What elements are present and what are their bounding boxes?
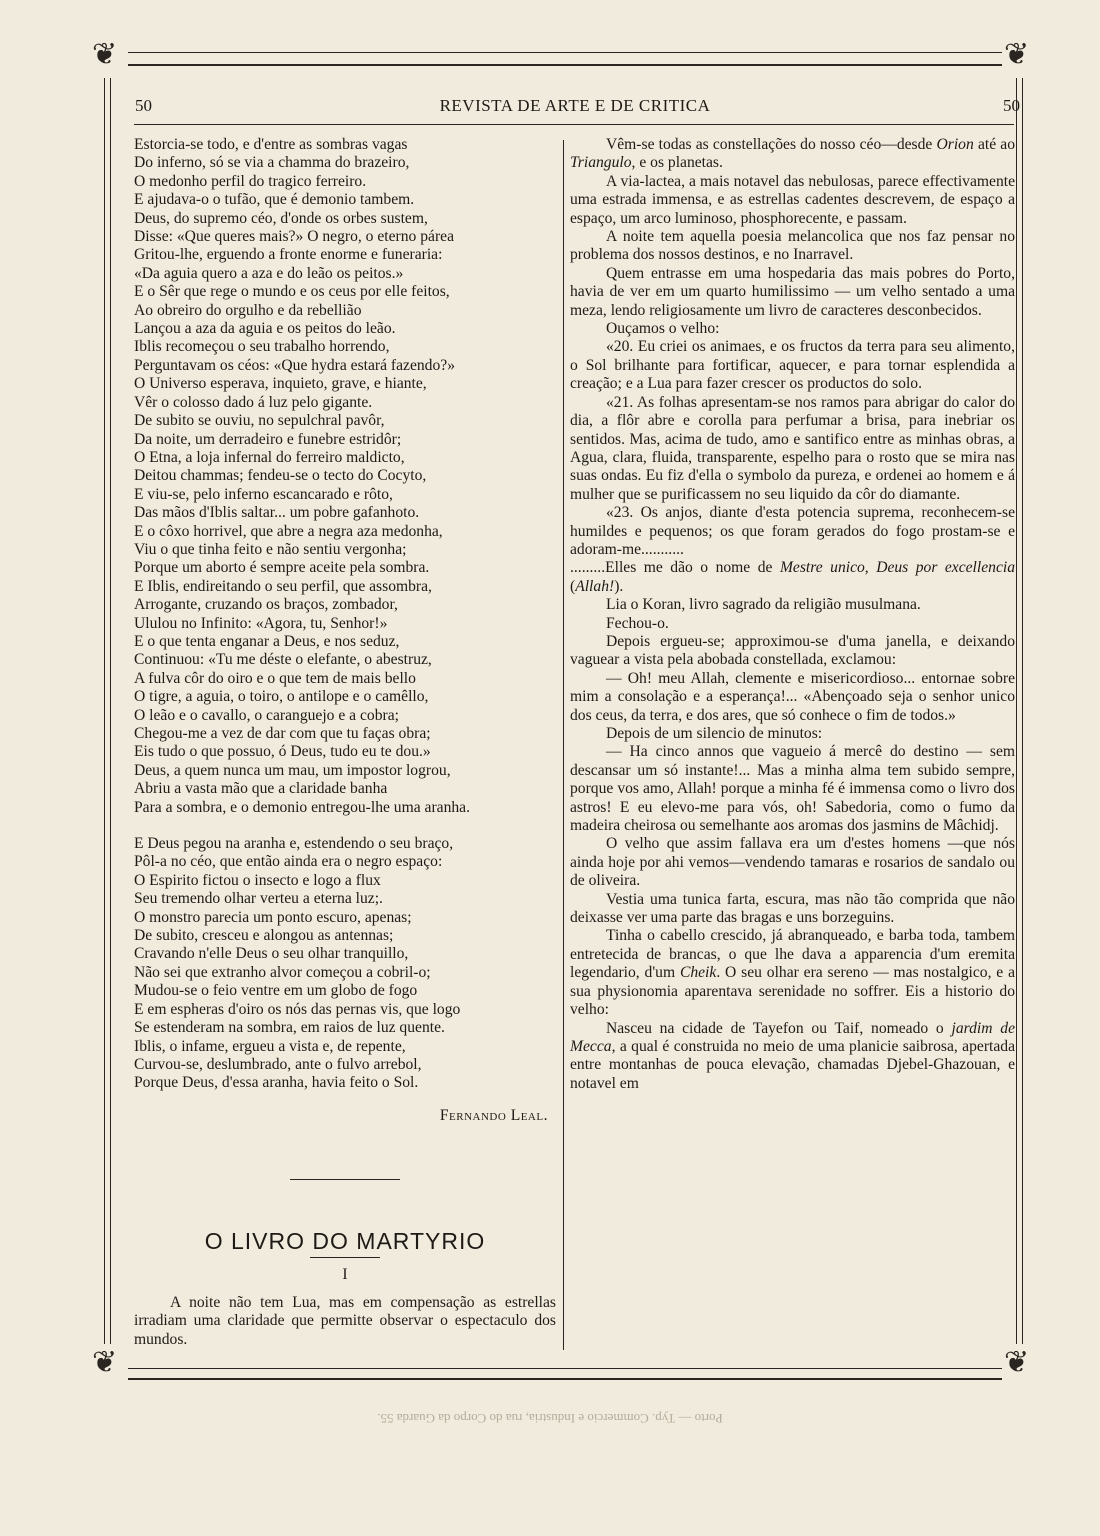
paragraph-beard: Tinha o cabello crescido, já abranqueado, e barba toda, tambem entretecida de brancas, o que lhe dava a apparencia d'um eremita legendario, d'um Cheik. O seu olhar era sereno — mas nostalgico, e a sua physionomia aparentava serenidade no soffrer. Eis a historio do velho: <box>570 927 1015 1019</box>
poem-stanza-1 <box>134 136 556 817</box>
poem-line: Ao obreiro do orgulho e da rebellião <box>134 301 362 319</box>
running-header <box>130 96 1020 120</box>
poem-line: E Iblis, endireitando o seu perfil, que assombra, <box>134 577 432 595</box>
page-number-left: 50 <box>135 96 152 115</box>
poem-line: O Etna, a loja infernal do ferreiro maldicto, <box>134 448 405 466</box>
poem-line: Porque Deus, d'essa aranha, havia feito o Sol. <box>134 1074 419 1092</box>
paragraph-inn: Quem entrasse em uma hospedaria das mais pobres do Porto, havia de ver em um quarto humilissimo — um velho sentado a uma meza, lendo religiosamente um livro de caracteres desconbecidos. <box>570 264 1015 319</box>
poem-line: Iblis, o infame, ergueu a vista e, de repente, <box>134 1037 406 1055</box>
poem-line: Iblis recomeçou o seu trabalho horrendo, <box>134 338 390 356</box>
poem-line: Não sei que extranho alvor começou a cobril-o; <box>134 963 431 981</box>
poem-line: Gritou-lhe, erguendo a fronte enorme e funeraria: <box>134 246 443 264</box>
poem-line: Mudou-se o feio ventre em um globo de fogo <box>134 982 418 1000</box>
right-border-inner <box>1022 78 1023 1344</box>
paragraph-wandering: — Ha cinco annos que vagueio á mercê do destino — sem descansar um só instante!... Mas a minha alma tem subido sempre, porque vos amo, Allah! porque a minha fé é immensa como o livro dos astros! E eu elevo-me para vós, oh! Sabedoria, como o fumo da madeira cheirosa ou semelhante aos aromas dos jasmins de Mâchidj. <box>570 743 1015 835</box>
paragraph-night: A noite tem aquella poesia melancolica que nos faz pensar no problema dos nossos destinos, e no Inarravel. <box>570 228 1015 264</box>
right-column <box>570 136 1015 1093</box>
poem-line: O monstro parecia um ponto escuro, apenas; <box>134 908 412 926</box>
paragraph-milky-way: A via-lactea, a mais notavel das nebulosas, parece effectivamente uma estrada immensa, e as estrellas cadentes descrevem, de espaço a espaço, um arco luminoso, phosphorecente, e passam. <box>570 172 1015 227</box>
poem-line: Estorcia-se todo, e d'entre as sombras vagas <box>134 136 408 153</box>
bottom-rule <box>128 1368 1002 1369</box>
paragraph-verse-21: «21. As folhas apresentam-se nos ramos para abrigar do calor do dia, a flôr abre e corolla para perfumar a brisa, para inebriar os sentidos. Mas, acima de tudo, amo e santifico entre as minhas obras, a Agua, clara, fluida, transparente, espelho para o rosto que se mira nas suas ondas. Eu fiz d'ella o symbolo da pureza, e ordenei ao homem e á mulher que se purificassem no seu liquido da côr do diamante. <box>570 393 1015 503</box>
poem-line: Pôl-a no céo, que então ainda era o negro espaço: <box>134 853 443 871</box>
article-title: O LIVRO DO MARTYRIO <box>204 1228 486 1255</box>
poem-line: Lançou a aza da aguia e os peitos do leão. <box>134 320 396 338</box>
poem-line: O Espirito fictou o insecto e logo a flux <box>134 871 381 889</box>
ornament-top-right: ❦ <box>1004 37 1030 72</box>
paragraph-names: .........Elles me dão o nome de Mestre unico, Deus por excellencia (Allah!). <box>570 559 1015 595</box>
poem-line: Do inferno, só se via a chamma do brazeiro, <box>134 154 410 172</box>
poem-line: De subito, cresceu e alongou as antennas; <box>134 927 394 945</box>
poem-line: O leão e o cavallo, o caranguejo e a cobra; <box>134 706 399 724</box>
left-border-inner <box>110 78 111 1344</box>
left-column <box>134 136 556 1349</box>
poem-line: E o que tenta enganar a Deus, e nos seduz, <box>134 632 400 650</box>
poem-line: Deus, do supremo céo, d'onde os orbes sustem, <box>134 209 428 227</box>
paragraph-constellations: Vêm-se todas as constellações do nosso céo—desde Orion até ao Triangulo, e os planetas. <box>570 136 1015 172</box>
ornament-bottom-right: ❦ <box>1004 1345 1030 1380</box>
poem-line: E Deus pegou na aranha e, estendendo o seu braço, <box>134 835 454 853</box>
poem-line: Das mãos d'Iblis saltar... um pobre gafanhoto. <box>134 504 420 522</box>
ornament-bottom-left: ❦ <box>92 1345 118 1380</box>
poem-line: Da noite, um derradeiro e funebre estridôr; <box>134 430 402 448</box>
top-rule <box>128 52 1002 53</box>
poem-line: «Da aguia quero a aza e do leão os peitos.» <box>134 264 404 282</box>
section-separator <box>290 1179 400 1180</box>
paragraph-silence: Depois de um silencio de minutos: <box>606 725 823 742</box>
poem-line: Continuou: «Tu me déste o elefante, o abestruz, <box>134 651 432 669</box>
section-number: I <box>342 1265 348 1283</box>
top-rule-thick <box>128 64 1002 66</box>
poem-line: O tigre, a aguia, o toiro, o antilope e o camêllo, <box>134 688 429 706</box>
poem-line: O Universo esperava, inquieto, grave, e hiante, <box>134 375 427 393</box>
paragraph-tunic: Vestia uma tunica farta, escura, mas não tão comprida que não deixasse ver uma parte das bragas e uns borzeguins. <box>570 890 1015 927</box>
paragraph-listen: Ouçamos o velho: <box>606 320 720 338</box>
header-rule <box>134 124 1014 125</box>
poem-line: Para a sombra, e o demonio entregou-lhe uma aranha. <box>134 798 471 816</box>
poem-line: O medonho perfil do tragico ferreiro. <box>134 172 367 190</box>
poem-line: E em espheras d'oiro os nós das pernas vis, que logo <box>134 1000 461 1018</box>
poem-stanza-2 <box>134 835 556 1093</box>
bottom-rule-thick <box>128 1378 1002 1380</box>
running-title: REVISTA DE ARTE E DE CRITICA <box>439 96 711 115</box>
poem-line: Chegou-me a vez de dar com que tu faças obra; <box>134 725 431 742</box>
poem-line: Arrogante, cruzando os braços, zombador, <box>134 596 398 614</box>
poem-line: Deitou chammas; fendeu-se o tecto do Cocyto, <box>134 467 427 485</box>
poem-line: Se estenderam na sombra, em raios de luz quente. <box>134 1019 445 1037</box>
paragraph-window: Depois ergueu-se; approximou-se d'uma janella, e deixando vaguear a vista pela abobada constellada, exclamou: <box>570 632 1015 669</box>
poem-line: Disse: «Que queres mais?» O negro, o eterno párea <box>134 228 454 246</box>
poem-line: Abriu a vasta mão que a claridade banha <box>134 780 388 798</box>
paragraph-old-man: O velho que assim fallava era um d'estes homens —que nós ainda hoje por ahi vemos—vendendo tamaras e rosarios de sandalo ou de oliveira. <box>570 835 1015 890</box>
poem-line: A fulva côr do oiro e o que tem de mais bello <box>134 669 416 687</box>
right-border <box>1016 78 1017 1344</box>
poem-line: Porque um aborto é sempre aceite pela sombra. <box>134 559 430 577</box>
paragraph-closed: Fechou-o. <box>606 614 669 632</box>
ornament-top-left: ❦ <box>92 37 118 72</box>
poem-line: Viu o que tinha feito e não sentiu vergonha; <box>134 540 407 558</box>
paragraph-prayer: — Oh! meu Allah, clemente e misericordioso... entornae sobre mim a consolação e a esperança!... «Abençoado seja o senhor unico dos ceus, da terra, e dos ares, que só conhece o fim de todos.» <box>570 669 1015 724</box>
paragraph-verse-20: «20. Eu criei os animaes, e os fructos da terra para seu alimento, o Sol brilhante para fortificar, aquecer, e para tornar esplendida a creação; e a Lua para fazer crescer os productos do solo. <box>570 338 1015 393</box>
poem-line: Curvou-se, deslumbrado, ante o fulvo arrebol, <box>134 1055 422 1073</box>
title-underline <box>310 1257 380 1258</box>
poem-line: E viu-se, pelo inferno escancarado e rôto, <box>134 485 393 503</box>
left-border <box>104 78 105 1344</box>
poem-signature: Fernando Leal. <box>439 1106 548 1124</box>
poem-line: Ululou no Infinito: «Agora, tu, Senhor!» <box>134 614 388 632</box>
poem-line: Cravando n'elle Deus o seu olhar tranquillo, <box>134 945 409 963</box>
poem-line: Deus, a quem nunca um mau, um impostor logrou, <box>134 761 451 779</box>
poem-line: Seu tremendo olhar verteu a eterna luz;. <box>134 890 383 908</box>
poem-line: E o côxo horrivel, que abre a negra aza medonha, <box>134 522 443 540</box>
column-divider <box>563 140 564 1350</box>
paragraph-birthplace: Nasceu na cidade de Tayefon ou Taif, nomeado o jardim de Mecca, a qual é construida no meio de uma planicie saibrosa, apertada entre montanhas de pouca elevação, chamadas Djebel-Ghazouan, e notavel em <box>570 1019 1015 1092</box>
poem-line: E o Sêr que rege o mundo e os ceus por elle feitos, <box>134 283 450 301</box>
poem-line: Perguntavam os céos: «Que hydra estará fazendo?» <box>134 356 455 374</box>
poem-line: Vêr o colosso dado á luz pelo gigante. <box>134 393 373 411</box>
page-number-right: 50 <box>1003 96 1020 115</box>
printer-footer: Porto — Typ. Commercio e Industria, rua do Corpo da Guarda 55. <box>377 1411 723 1426</box>
paragraph-koran: Lia o Koran, livro sagrado da religião musulmana. <box>606 596 921 614</box>
paragraph-verse-23: «23. Os anjos, diante d'esta potencia suprema, reconhecem-se humildes e pequenos; os que foram gerados do fogo prostam-se e adoram-me........... <box>570 504 1015 558</box>
article-intro: A noite não tem Lua, mas em compensação as estrellas irradiam uma claridade que permitte observar o espectaculo dos mundos. <box>134 1293 556 1348</box>
poem-line: De subito se ouviu, no sepulchral pavôr, <box>134 412 385 430</box>
poem <box>134 136 556 1093</box>
poem-line: Eis tudo o que possuo, ó Deus, tudo eu te dou.» <box>134 743 431 761</box>
poem-line: E ajudava-o o tufão, que é demonio tambem. <box>134 191 415 209</box>
